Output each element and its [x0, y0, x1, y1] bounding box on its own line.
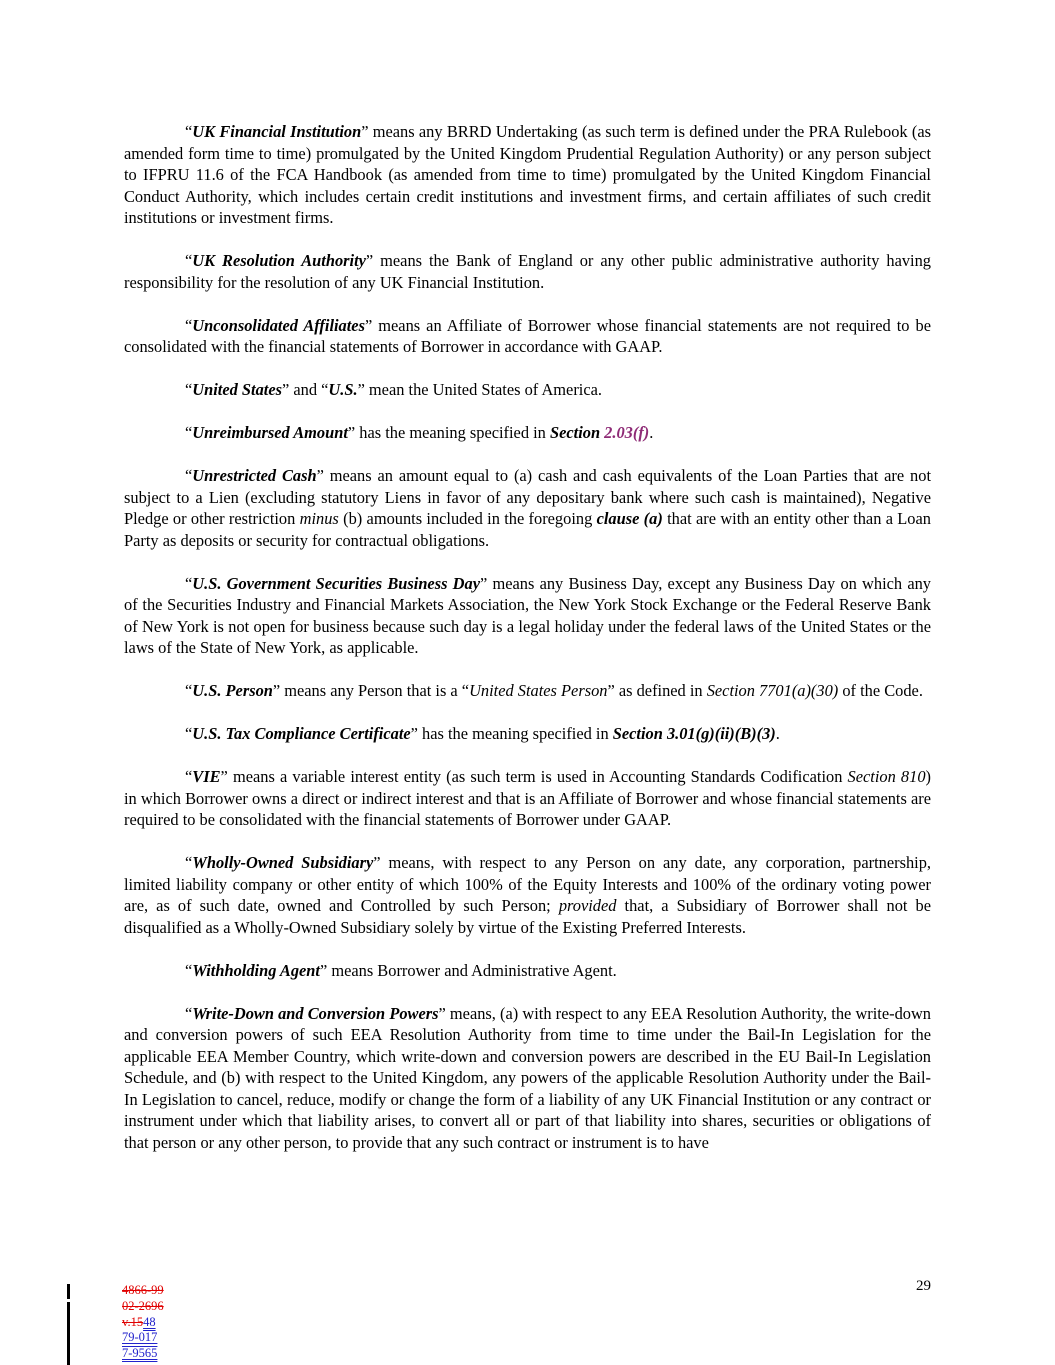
text-run: “	[185, 122, 193, 141]
text-run: ” has the meaning specified in	[410, 724, 613, 743]
definition-paragraph	[124, 250, 931, 293]
text-run: Section 3.01(g)(ii)(B)(3)	[612, 724, 776, 743]
definition-paragraph	[124, 465, 931, 551]
text-run: Write-Down and Conversion Powers	[192, 1003, 439, 1023]
text-run: ” mean the United States of America.	[357, 380, 602, 399]
text-run: ” means, (a) with respect to any EEA Resolution Authority, the write-down and conversion powers of such EEA Resolution Authority from time to time under the Bail-In Legislation for the applicable EEA Member Country, which write-down and conversion powers are described in the EU Bail-In Legislation Schedule, and (b) with respect to the United Kingdom, any powers of the applicable Resolution Authority under the Bail-In Legislation to cancel, reduce, modify or change the form of a liability of any UK Financial Institution or any contract or instrument under which that liability arises, to convert all or part of that liability into shares, securities or obligations of that person or any other person, to provide that any such contract or instrument is to have	[124, 1003, 931, 1152]
definitions-body	[124, 121, 931, 1175]
document-id-line	[122, 1283, 164, 1299]
text-run: ” means any Person that is a “	[272, 681, 470, 700]
definition-paragraph	[124, 422, 931, 444]
text-run: ” means Borrower and Administrative Agent.	[319, 960, 617, 980]
text-run: ” means any BRRD Undertaking (as such term is defined under the PRA Rulebook (as amended form time to time) promulgated by the United Kingdom Prudential Regulation Authority) or any person subject to IFPRU 11.6 of the FCA Handbook (as amended from time to time) promulgated by the United Kingdom Financial Conduct Authority, which includes certain credit institutions and investment firms, and certain affiliates of such credit institutions or investment firms.	[124, 122, 931, 227]
text-run: “	[185, 767, 193, 786]
text-run: U.S. Government Securities Business Day	[192, 573, 480, 593]
text-run: ” means any Business Day, except any Business Day on which any of the Securities Industry and Financial Markets Association, the New York Stock Exchange or the Federal Reserve Bank of New York is not open for business because such day is a legal holiday under the federal laws of the United States or the laws of the State of New York, as applicable.	[124, 573, 931, 657]
text-run: ) in which Borrower owns a direct or indirect interest and that is an Affiliate of Borrower and whose financial statements are required to be consolidated with the financial statements of Borrower under GAAP.	[124, 767, 931, 829]
text-run: provided	[558, 896, 617, 915]
text-run: ” means the Bank of England or any other public administrative authority having responsibility for the resolution of any UK Financial Institution.	[124, 251, 931, 292]
definition-paragraph	[124, 573, 931, 659]
definition-paragraph	[124, 1003, 931, 1154]
definition-paragraph	[124, 680, 931, 702]
document-id-footer	[122, 1283, 164, 1362]
text-run: .	[649, 423, 654, 442]
text-run: of the Code.	[838, 681, 923, 700]
text-run: ” means an Affiliate of Borrower whose financial statements are not required to be consolidated with the financial statements of Borrower in accordance with GAAP.	[124, 315, 931, 356]
text-run: “	[185, 423, 193, 442]
text-run: ” has the meaning specified in	[347, 423, 550, 442]
section-reference-link[interactable]: 2.03(f)	[604, 423, 650, 442]
text-run: “	[185, 466, 193, 485]
change-bar-segment	[67, 1302, 70, 1365]
definition-paragraph	[124, 852, 931, 938]
text-run: .	[775, 724, 780, 743]
text-run: ” and “	[281, 380, 329, 399]
document-id-line	[122, 1330, 164, 1346]
text-run: Unrestricted Cash	[192, 466, 317, 485]
text-run: that, a Subsidiary of Borrower shall not be disqualified as a Wholly-Owned Subsidiary solely by virtue of the Existing Preferred Interests.	[124, 896, 931, 937]
text-run: Section 7701(a)(30)	[706, 681, 839, 700]
text-run: UK Resolution Authority	[192, 251, 366, 270]
text-run: “	[185, 251, 193, 270]
inserted-text-run: 48	[143, 1314, 156, 1329]
document-id-line	[122, 1315, 164, 1331]
text-run: Unconsolidated Affiliates	[192, 315, 365, 335]
definition-paragraph	[124, 315, 931, 358]
text-run: Unreimbursed Amount	[192, 423, 348, 442]
text-run: U.S. Tax Compliance Certificate	[192, 724, 411, 743]
text-run: “	[185, 380, 193, 399]
definition-paragraph	[124, 723, 931, 745]
definition-paragraph	[124, 379, 931, 401]
text-run: “	[185, 315, 193, 335]
text-run: “	[185, 573, 193, 593]
text-run: “	[185, 681, 193, 700]
text-run: United States	[192, 380, 282, 399]
text-run: VIE	[192, 767, 221, 786]
text-run: United States Person	[469, 681, 608, 700]
text-run: U.S.	[328, 380, 358, 399]
text-run: clause (a)	[596, 509, 663, 528]
text-run: that are with an entity other than a Loan Party as deposits or security for contractual obligations.	[124, 509, 931, 550]
change-bar-segment	[67, 1284, 70, 1299]
text-run: (b) amounts included in the foregoing	[338, 509, 597, 528]
text-run: Section	[549, 423, 605, 442]
text-run: Withholding Agent	[192, 960, 320, 980]
text-run: U.S. Person	[192, 681, 273, 700]
deleted-text-run: 4866-99	[122, 1283, 164, 1297]
definition-paragraph	[124, 960, 931, 982]
text-run: UK Financial Institution	[192, 122, 362, 141]
deleted-text-run: v.15	[122, 1314, 144, 1329]
page-number: 29	[916, 1278, 931, 1294]
text-run: ” means an amount equal to (a) cash and cash equivalents of the Loan Parties that are not subject to a Lien (excluding statutory Liens in favor of any depositary bank where such cash is maintained), Negative Pledge or other restriction	[124, 466, 931, 528]
definition-paragraph	[124, 121, 931, 229]
text-run: “	[185, 1003, 193, 1023]
inserted-text-run: 7-9565	[122, 1346, 158, 1361]
text-run: Section 810	[847, 767, 926, 786]
deleted-text-run: 02-2696	[122, 1298, 164, 1313]
text-run: Wholly-Owned Subsidiary	[192, 853, 374, 872]
text-run: ” means a variable interest entity (as such term is used in Accounting Standards Codification	[220, 767, 848, 786]
text-run: ” means, with respect to any Person on any date, any corporation, partnership, limited liability company or other entity of which 100% of the Equity Interests and 100% of the ordinary voting power are, as of such date, owned and Controlled by such Person;	[124, 853, 931, 915]
inserted-text-run: 79-017	[122, 1330, 158, 1345]
definition-paragraph	[124, 766, 931, 831]
text-run: minus	[299, 509, 339, 528]
document-id-line	[122, 1346, 164, 1362]
text-run: “	[185, 853, 193, 872]
text-run: ” as defined in	[607, 681, 707, 700]
document-id-line	[122, 1299, 164, 1315]
text-run: “	[185, 724, 193, 743]
text-run: “	[185, 960, 193, 980]
